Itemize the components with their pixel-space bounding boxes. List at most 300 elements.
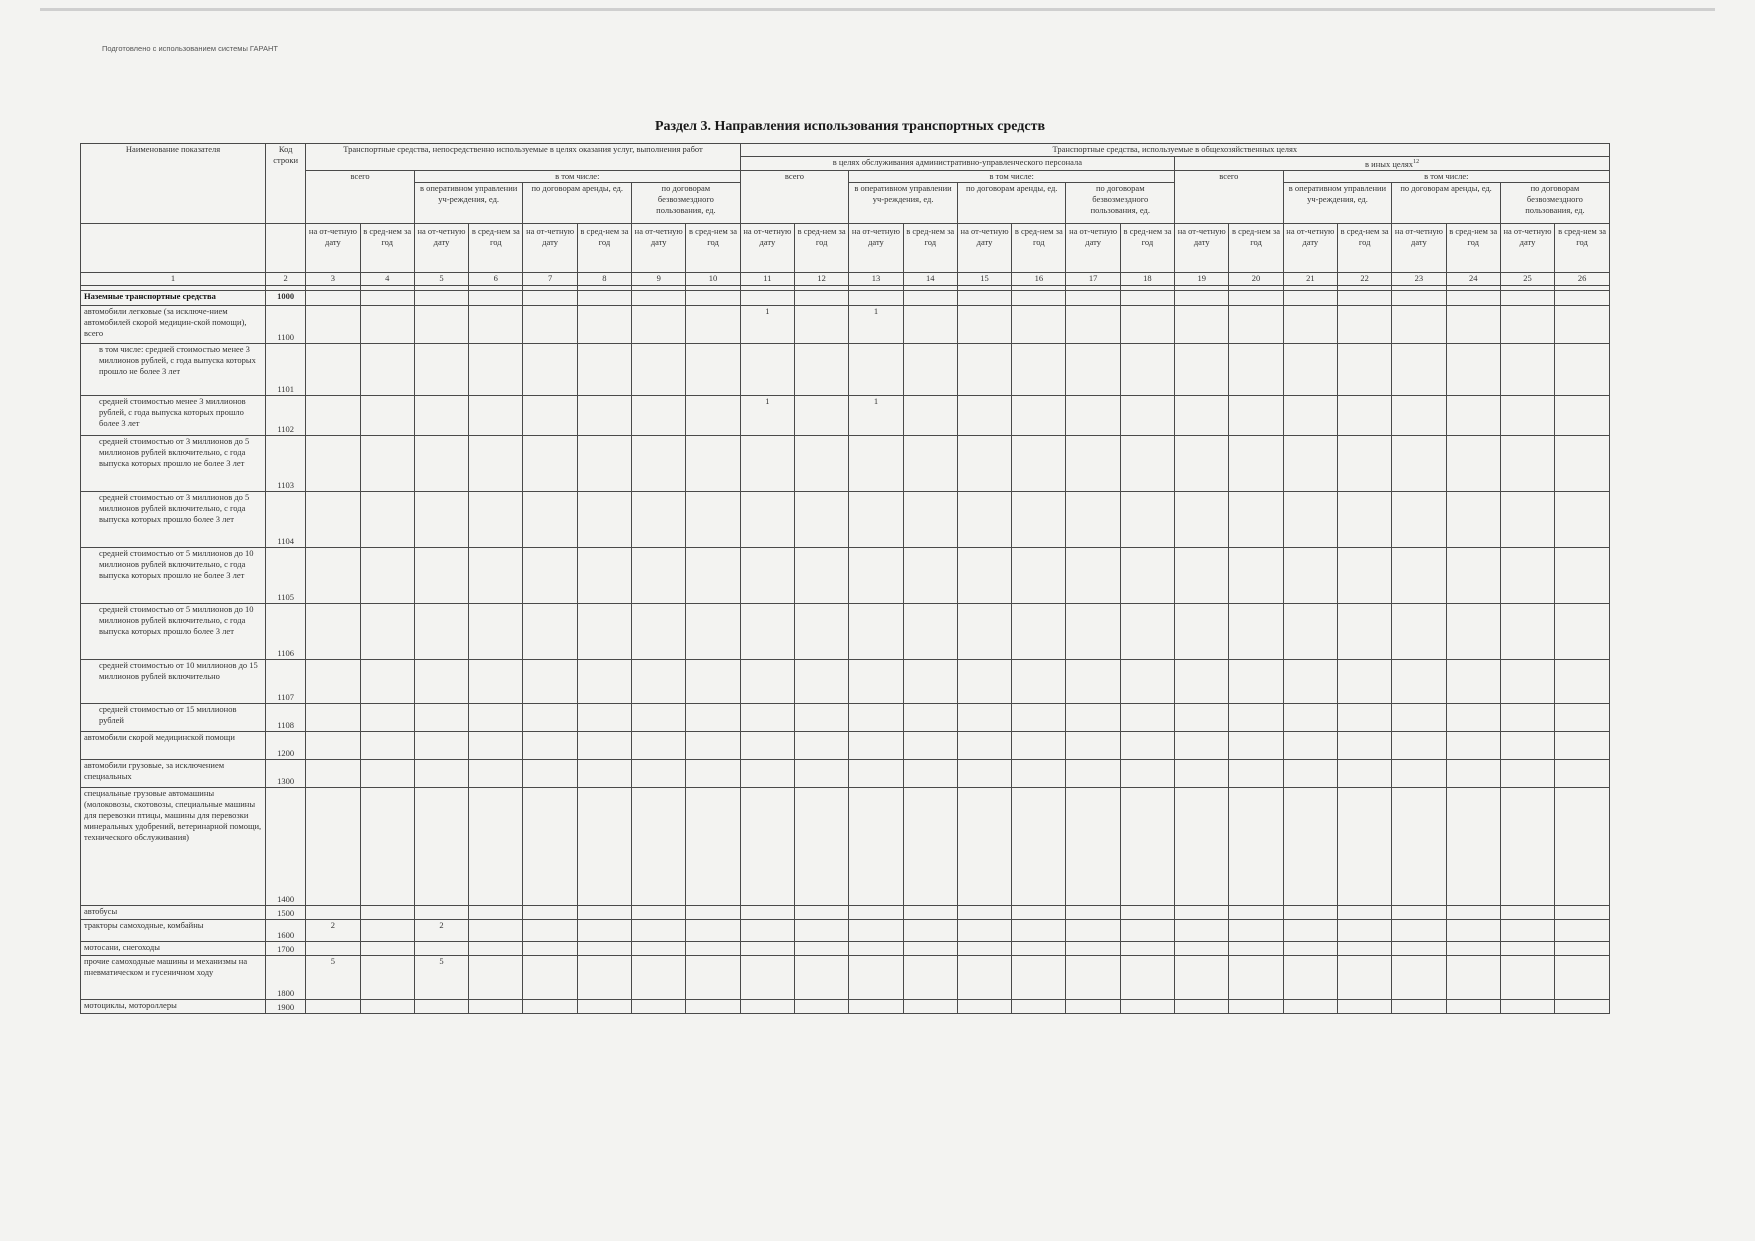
table-row (81, 759, 1610, 787)
row-code: 1200 (266, 731, 306, 759)
column-number: 4 (360, 272, 414, 285)
table-row (81, 787, 1610, 905)
value-cell (414, 905, 468, 919)
value-cell (469, 305, 523, 343)
value-cell (795, 305, 849, 343)
value-cell (1012, 787, 1066, 905)
column-number: 8 (577, 272, 631, 285)
subheader-year-average: в сред-нем за год (686, 223, 740, 272)
subheader-year-average: в сред-нем за год (1229, 223, 1283, 272)
value-cell (1283, 759, 1337, 787)
value-cell (306, 731, 360, 759)
value-cell (849, 603, 903, 659)
value-cell (1175, 435, 1229, 491)
column-number: 12 (795, 272, 849, 285)
value-cell (740, 435, 794, 491)
header-admin-arenda: по договорам аренды, ед. (957, 182, 1066, 223)
value-cell (1337, 703, 1391, 731)
value-cell (523, 955, 577, 999)
value-cell (632, 905, 686, 919)
value-cell (1012, 290, 1066, 305)
value-cell (523, 435, 577, 491)
value-cell (686, 905, 740, 919)
value-cell (957, 999, 1011, 1013)
value-cell (1392, 703, 1446, 731)
value-cell (469, 343, 523, 395)
value-cell (1337, 491, 1391, 547)
value-cell (523, 395, 577, 435)
value-cell (414, 787, 468, 905)
value-cell (1337, 603, 1391, 659)
subheader-report-date: на от-четную дату (306, 223, 360, 272)
value-cell (414, 703, 468, 731)
row-name: Наземные транспортные средства (81, 290, 266, 305)
value-cell (740, 290, 794, 305)
value-cell (740, 999, 794, 1013)
value-cell (577, 395, 631, 435)
value-cell (957, 941, 1011, 955)
value-cell (686, 955, 740, 999)
value-cell (1392, 603, 1446, 659)
value-cell (523, 905, 577, 919)
value-cell (306, 659, 360, 703)
value-cell (1229, 787, 1283, 905)
value-cell (1120, 343, 1174, 395)
value-cell (686, 731, 740, 759)
value-cell (903, 919, 957, 941)
value-cell (957, 343, 1011, 395)
value-cell (632, 941, 686, 955)
value-cell (1066, 919, 1120, 941)
value-cell (632, 999, 686, 1013)
subheader-report-date: на от-четную дату (1066, 223, 1120, 272)
value-cell (957, 491, 1011, 547)
value-cell (1392, 435, 1446, 491)
value-cell: 1 (740, 305, 794, 343)
value-cell (414, 659, 468, 703)
column-number: 7 (523, 272, 577, 285)
value-cell (1066, 343, 1120, 395)
header-direct-total: всего (306, 170, 415, 223)
table-row (81, 941, 1610, 955)
value-cell (903, 435, 957, 491)
value-cell (360, 919, 414, 941)
value-cell (1500, 759, 1554, 787)
value-cell (740, 941, 794, 955)
column-number: 20 (1229, 272, 1283, 285)
value-cell (523, 290, 577, 305)
value-cell (1446, 395, 1500, 435)
value-cell (1012, 905, 1066, 919)
row-code: 1800 (266, 955, 306, 999)
value-cell (1555, 343, 1610, 395)
subheader-report-date: на от-четную дату (1283, 223, 1337, 272)
table-row (81, 905, 1610, 919)
subheader-report-date: на от-четную дату (414, 223, 468, 272)
value-cell (523, 919, 577, 941)
value-cell (903, 787, 957, 905)
value-cell (1446, 905, 1500, 919)
value-cell (957, 787, 1011, 905)
header-admin-bezvozm: по договорам безвозмездного пользования, ед. (1066, 182, 1175, 223)
value-cell (1500, 703, 1554, 731)
row-code: 1104 (266, 491, 306, 547)
value-cell (306, 305, 360, 343)
value-cell (1500, 305, 1554, 343)
value-cell (1120, 435, 1174, 491)
value-cell (903, 759, 957, 787)
value-cell (1120, 787, 1174, 905)
value-cell (1120, 731, 1174, 759)
value-cell (414, 999, 468, 1013)
value-cell (686, 999, 740, 1013)
row-code: 1400 (266, 787, 306, 905)
value-cell (469, 290, 523, 305)
value-cell (577, 759, 631, 787)
value-cell (577, 919, 631, 941)
value-cell (795, 435, 849, 491)
value-cell (1120, 547, 1174, 603)
value-cell (957, 305, 1011, 343)
value-cell: 1 (740, 395, 794, 435)
value-cell (1283, 919, 1337, 941)
value-cell (957, 290, 1011, 305)
value-cell (523, 343, 577, 395)
value-cell (686, 941, 740, 955)
value-cell (1500, 905, 1554, 919)
value-cell (849, 919, 903, 941)
value-cell (1555, 290, 1610, 305)
value-cell (1392, 659, 1446, 703)
value-cell (1555, 395, 1610, 435)
value-cell (523, 703, 577, 731)
value-cell (1012, 919, 1066, 941)
value-cell (577, 703, 631, 731)
header-other-purpose (1175, 157, 1610, 171)
value-cell (1500, 547, 1554, 603)
row-name: средней стоимостью от 10 миллионов до 15 миллионов рублей включительно (81, 659, 266, 703)
subheader-year-average: в сред-нем за год (903, 223, 957, 272)
column-number: 22 (1337, 272, 1391, 285)
value-cell (469, 395, 523, 435)
row-code: 1000 (266, 290, 306, 305)
value-cell (1229, 343, 1283, 395)
value-cell (1392, 759, 1446, 787)
value-cell (1555, 919, 1610, 941)
value-cell (795, 905, 849, 919)
value-cell (1500, 290, 1554, 305)
value-cell (306, 290, 360, 305)
value-cell (957, 395, 1011, 435)
value-cell (1229, 491, 1283, 547)
value-cell (795, 787, 849, 905)
value-cell (1446, 659, 1500, 703)
table-row (81, 305, 1610, 343)
value-cell (957, 659, 1011, 703)
value-cell (1012, 305, 1066, 343)
value-cell (469, 759, 523, 787)
table-row (81, 999, 1610, 1013)
value-cell (469, 955, 523, 999)
value-cell (1555, 659, 1610, 703)
table-row (81, 919, 1610, 941)
table-row (81, 343, 1610, 395)
value-cell (1229, 759, 1283, 787)
value-cell (1175, 759, 1229, 787)
value-cell (903, 905, 957, 919)
value-cell (1012, 999, 1066, 1013)
row-code: 1106 (266, 603, 306, 659)
value-cell (1392, 731, 1446, 759)
value-cell (849, 999, 903, 1013)
value-cell (1446, 547, 1500, 603)
value-cell (1175, 787, 1229, 905)
column-number: 24 (1446, 272, 1500, 285)
value-cell (1392, 941, 1446, 955)
value-cell (306, 905, 360, 919)
value-cell (577, 305, 631, 343)
value-cell (903, 731, 957, 759)
value-cell (1283, 731, 1337, 759)
column-number: 14 (903, 272, 957, 285)
value-cell (306, 703, 360, 731)
value-cell (1500, 919, 1554, 941)
value-cell (1392, 290, 1446, 305)
row-code: 1108 (266, 703, 306, 731)
value-cell (306, 343, 360, 395)
header-direct-use: Транспортные средства, непосредственно используемые в целях оказания услуг, выполнения работ (306, 144, 740, 171)
value-cell (740, 547, 794, 603)
value-cell (523, 941, 577, 955)
value-cell (795, 759, 849, 787)
value-cell (1120, 955, 1174, 999)
value-cell (1229, 435, 1283, 491)
subheader-report-date: на от-четную дату (523, 223, 577, 272)
value-cell (577, 491, 631, 547)
value-cell (577, 603, 631, 659)
value-cell (1392, 491, 1446, 547)
subheader-report-date: на от-четную дату (957, 223, 1011, 272)
value-cell (957, 703, 1011, 731)
table-row (81, 435, 1610, 491)
value-cell (795, 290, 849, 305)
value-cell (1337, 547, 1391, 603)
value-cell (1446, 435, 1500, 491)
value-cell (577, 435, 631, 491)
value-cell (1175, 999, 1229, 1013)
value-cell (1283, 491, 1337, 547)
value-cell (1120, 941, 1174, 955)
subheader-year-average: в сред-нем за год (795, 223, 849, 272)
value-cell (360, 603, 414, 659)
subheader-blank-code (266, 223, 306, 272)
value-cell (360, 941, 414, 955)
value-cell (740, 603, 794, 659)
column-number: 16 (1012, 272, 1066, 285)
row-name: автобусы (81, 905, 266, 919)
value-cell (523, 999, 577, 1013)
value-cell (1012, 343, 1066, 395)
value-cell (957, 955, 1011, 999)
value-cell (1500, 955, 1554, 999)
value-cell (360, 659, 414, 703)
value-cell (1283, 395, 1337, 435)
table-row (81, 731, 1610, 759)
value-cell (1283, 787, 1337, 905)
column-number: 21 (1283, 272, 1337, 285)
value-cell (632, 305, 686, 343)
row-name: мотоциклы, мотороллеры (81, 999, 266, 1013)
value-cell (740, 343, 794, 395)
row-code: 1103 (266, 435, 306, 491)
value-cell (686, 305, 740, 343)
value-cell (1283, 305, 1337, 343)
value-cell (1555, 731, 1610, 759)
value-cell (1392, 955, 1446, 999)
column-number: 11 (740, 272, 794, 285)
value-cell (1337, 395, 1391, 435)
value-cell (1337, 759, 1391, 787)
value-cell (1066, 787, 1120, 905)
value-cell (1392, 343, 1446, 395)
value-cell (849, 759, 903, 787)
value-cell (686, 703, 740, 731)
value-cell (1500, 343, 1554, 395)
value-cell (686, 919, 740, 941)
value-cell (469, 731, 523, 759)
value-cell (306, 941, 360, 955)
value-cell (577, 343, 631, 395)
value-cell (740, 919, 794, 941)
value-cell (740, 787, 794, 905)
value-cell (523, 491, 577, 547)
value-cell (1175, 659, 1229, 703)
value-cell (632, 491, 686, 547)
row-name: средней стоимостью менее 3 миллионов рублей, с года выпуска которых прошло более 3 лет (81, 395, 266, 435)
value-cell (360, 491, 414, 547)
value-cell (849, 787, 903, 905)
value-cell (1229, 305, 1283, 343)
value-cell (1175, 919, 1229, 941)
value-cell (414, 603, 468, 659)
value-cell (632, 919, 686, 941)
value-cell (849, 905, 903, 919)
row-code: 1101 (266, 343, 306, 395)
table-row (81, 659, 1610, 703)
value-cell (577, 999, 631, 1013)
value-cell (360, 999, 414, 1013)
value-cell (1337, 659, 1391, 703)
value-cell (1392, 395, 1446, 435)
value-cell (360, 905, 414, 919)
row-code: 1500 (266, 905, 306, 919)
value-cell (306, 435, 360, 491)
value-cell (1337, 731, 1391, 759)
value-cell (1066, 999, 1120, 1013)
value-cell (1337, 955, 1391, 999)
value-cell (360, 787, 414, 905)
value-cell (1500, 999, 1554, 1013)
subheader-report-date: на от-четную дату (1500, 223, 1554, 272)
value-cell (795, 547, 849, 603)
value-cell (1500, 787, 1554, 905)
column-number: 5 (414, 272, 468, 285)
value-cell (1555, 999, 1610, 1013)
value-cell (577, 290, 631, 305)
value-cell (1175, 305, 1229, 343)
value-cell (1120, 703, 1174, 731)
value-cell (414, 759, 468, 787)
header-other-incl: в том числе: (1283, 170, 1609, 182)
row-code: 1107 (266, 659, 306, 703)
column-number: 25 (1500, 272, 1554, 285)
subheader-report-date: на от-четную дату (1175, 223, 1229, 272)
value-cell (1012, 955, 1066, 999)
row-name: мотосани, снегоходы (81, 941, 266, 955)
value-cell (469, 491, 523, 547)
value-cell (740, 955, 794, 999)
value-cell (1229, 919, 1283, 941)
value-cell (306, 603, 360, 659)
value-cell (1175, 905, 1229, 919)
value-cell (1283, 941, 1337, 955)
value-cell (360, 343, 414, 395)
value-cell (1229, 731, 1283, 759)
value-cell (1500, 603, 1554, 659)
row-name: тракторы самоходные, комбайны (81, 919, 266, 941)
value-cell (1555, 941, 1610, 955)
value-cell (1446, 703, 1500, 731)
report-sheet (80, 143, 1610, 1014)
value-cell (1283, 659, 1337, 703)
value-cell (1229, 659, 1283, 703)
header-name: Наименование показателя (81, 144, 266, 224)
value-cell (795, 343, 849, 395)
value-cell (1446, 759, 1500, 787)
garant-note: Подготовлено с использованием системы ГАРАНТ (102, 44, 278, 53)
transport-usage-table (80, 143, 1610, 1014)
column-number: 18 (1120, 272, 1174, 285)
value-cell (360, 731, 414, 759)
value-cell: 2 (414, 919, 468, 941)
value-cell (1120, 491, 1174, 547)
column-numbers-row (81, 272, 1610, 285)
subheader-row (81, 223, 1610, 272)
value-cell (1175, 343, 1229, 395)
value-cell (577, 905, 631, 919)
column-number: 17 (1066, 272, 1120, 285)
header-admin-total: всего (740, 170, 849, 223)
value-cell (360, 547, 414, 603)
table-body (81, 285, 1610, 1013)
value-cell (1175, 290, 1229, 305)
value-cell (523, 547, 577, 603)
header-other-arenda: по договорам аренды, ед. (1392, 182, 1501, 223)
value-cell (1555, 435, 1610, 491)
value-cell (849, 290, 903, 305)
value-cell (1283, 703, 1337, 731)
value-cell (849, 435, 903, 491)
value-cell (1446, 290, 1500, 305)
value-cell (306, 547, 360, 603)
value-cell (414, 395, 468, 435)
value-cell (360, 305, 414, 343)
value-cell (1283, 547, 1337, 603)
row-name: прочие самоходные машины и механизмы на пневматическом и гусеничном ходу (81, 955, 266, 999)
value-cell (1066, 703, 1120, 731)
row-name: средней стоимостью от 15 миллионов рублей (81, 703, 266, 731)
value-cell (795, 491, 849, 547)
